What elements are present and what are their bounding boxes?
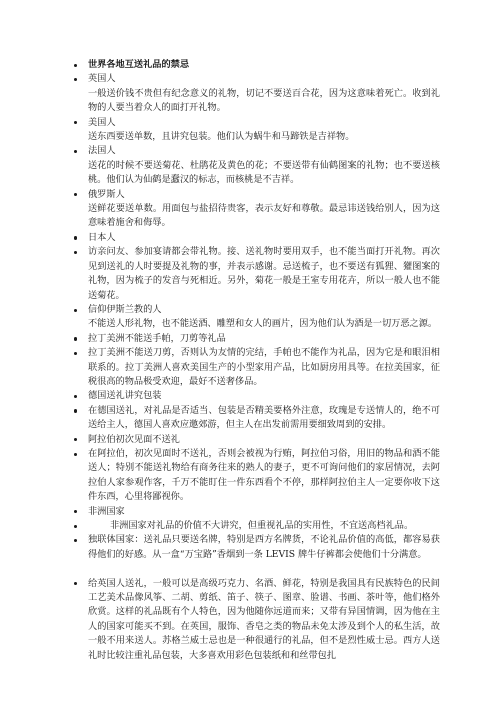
bullet-icon bbox=[74, 510, 77, 513]
list-item: 不能送人形礼物，也不能送酒、雕塑和女人的画片，因为他们认为酒是一切万恶之源。 bbox=[88, 318, 438, 330]
list-item: 拉丁美洲不能送手帕，刀剪等礼品 bbox=[88, 332, 440, 346]
bullet-icon bbox=[74, 409, 77, 412]
bullet-icon bbox=[74, 582, 77, 585]
bullet-icon bbox=[74, 453, 77, 456]
list-item: 送鲜花要送单数。用面包与盐招待贵客，表示友好和尊敬。最忌讳送钱给别人，因为这意味着施舍和侮辱。 bbox=[88, 203, 440, 229]
bullet-icon bbox=[74, 64, 77, 67]
bullet-icon bbox=[74, 309, 77, 312]
list-item: 送东西要送单数，且讲究包装。他们认为蜗牛和马蹄铁是吉祥物。 bbox=[88, 131, 355, 143]
list-item: 法国人 bbox=[88, 144, 440, 158]
bullet-icon bbox=[74, 193, 77, 196]
list-item: 非洲国家对礼品的价值不大讲究，但重视礼品的实用性，不宜送高档礼品。 bbox=[88, 519, 440, 533]
bullet-icon bbox=[74, 121, 77, 124]
list-item: 美国人 bbox=[88, 116, 440, 130]
list-item: 拉丁美洲不能送刀剪，否则认为友情的完结，手帕也不能作为礼品，因为它是和眼泪相联系的。拉丁美洲人喜欢美国生产的小型家用产品，比如厨房用具等。在拉美国家，征税很高的物品极受欢迎，最好不送奢侈品。 bbox=[88, 346, 440, 389]
bullet-list bbox=[88, 58, 440, 663]
list-item: 俄罗斯人 bbox=[88, 188, 440, 202]
bullet-icon bbox=[74, 337, 77, 340]
list-item: 在德国送礼，对礼品是否适当、包装是否精美要格外注意，玫瑰是专送情人的，绝不可送给主人，德国人喜欢应邀郊游，但主人在出发前需用要细致周到的安排。 bbox=[88, 404, 440, 433]
bullet-icon bbox=[74, 251, 77, 254]
list-item: 英国人 bbox=[88, 72, 440, 86]
document-title: 世界各地互送礼品的禁忌 bbox=[88, 59, 190, 70]
list-item: 阿拉伯初次见面不送礼 bbox=[88, 433, 440, 447]
paragraph-gap bbox=[88, 562, 440, 576]
bullet-icon bbox=[74, 395, 77, 398]
list-item-title bbox=[88, 58, 440, 72]
bullet-icon bbox=[74, 78, 77, 81]
bullet-icon bbox=[74, 539, 77, 542]
list-item: 独联体国家：送礼品只要送名牌，特别是西方名牌货，不论礼品价值的高低，都容易获得他们的好感。从一盒“万宝路”香烟到一条 LEVIS 牌牛仔裤都会使他们十分满意。 bbox=[88, 533, 440, 562]
list-item: 送花的时候不要送菊花、杜鹃花及黄色的花；不要送带有仙鹤图案的礼物；也不要送核桃。他们认为仙鹤是蠢汉的标志，而核桃是不吉祥。 bbox=[88, 159, 440, 186]
list-item: 非洲国家 bbox=[88, 505, 440, 519]
bullet-icon bbox=[74, 150, 77, 153]
list-item: 访亲问友、参加宴请都会带礼物。接、送礼物时要用双手，也不能当面打开礼物。再次见到送礼的人时要提及礼物的事，并表示感谢。忌送梳子，也不要送有狐狸、獾图案的礼物，因为梳子的发音与死相近。另外，菊花一般是王室专用花卉，所以一般人也不能送菊花。 bbox=[88, 245, 440, 303]
list-item: 一般送价钱不贵但有纪念意义的礼物，切记不要送百合花，因为这意味着死亡。收到礼物的人要当着众人的面打开礼物。 bbox=[88, 87, 440, 114]
bullet-icon bbox=[74, 525, 77, 528]
list-item: 信仰伊斯兰教的人 bbox=[88, 303, 440, 317]
bullet-icon bbox=[74, 352, 77, 355]
list-item: 日本人 bbox=[88, 231, 440, 245]
list-item: 德国送礼讲究包装 bbox=[88, 389, 440, 403]
list-item: 在阿拉伯，初次见面时不送礼，否则会被视为行贿，阿拉伯习俗，用旧的物品和酒不能送人；特别不能送礼物给有商务往来的熟人的妻子，更不可询问他们的家居情况，去阿拉伯人家参观作客，千万不能盯住一件东西看个不停，那样阿拉伯主人一定要你收下这件东西，心里将鄙视你。 bbox=[88, 447, 440, 505]
bullet-icon bbox=[74, 438, 77, 441]
list-item: 给英国人送礼，一般可以是高级巧克力、名酒、鲜花，特别是我国具有民族特色的民间工艺美术品像风筝、二胡、剪纸、笛子、筷子、图章、脸谱、书画、茶叶等，他们格外欣赏。这样的礼品既有个人特色，因为他随你远道而来；又带有异国情调，因为他在主人的国家可能买不到。在英国，服饰、香皂之类的物品未免太涉及到个人的私生活，故一般不用来送人。苏格兰威士忌也是一种很通行的礼品，但不是烈性威士忌。西方人送礼时比较注重礼品包装，大多喜欢用彩色包装纸和和丝带包扎 bbox=[88, 577, 440, 663]
bullet-icon bbox=[74, 236, 77, 239]
